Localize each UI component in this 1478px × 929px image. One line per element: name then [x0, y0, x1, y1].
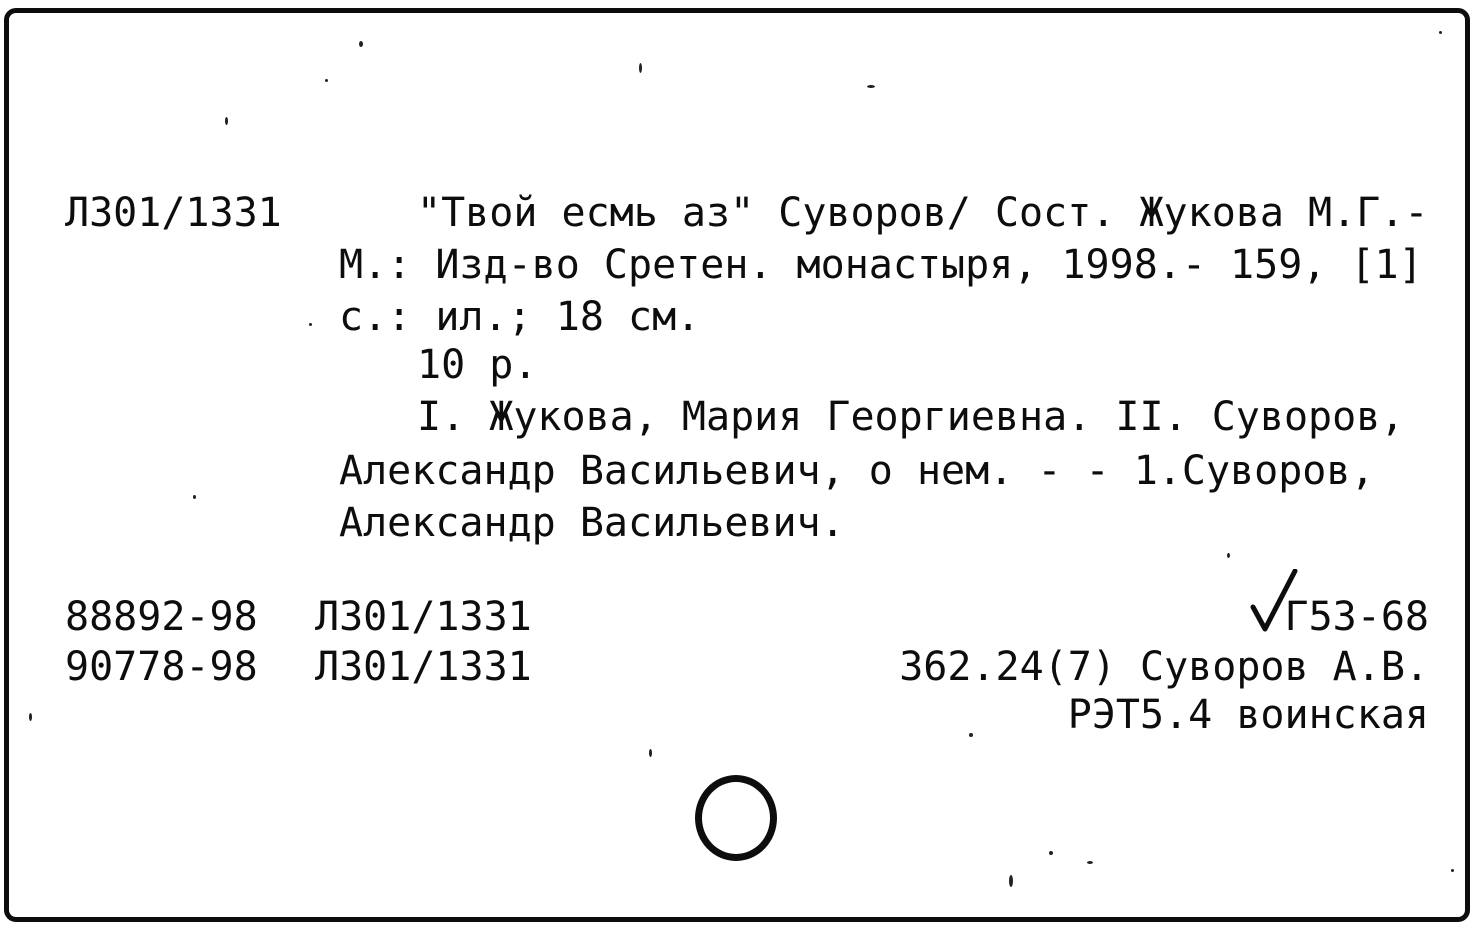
classification-line-2: 362.24(7) Суворов А.В.: [899, 644, 1429, 690]
scan-speck: [225, 117, 228, 125]
scan-speck: [1227, 553, 1230, 558]
scan-speck: [359, 41, 363, 47]
scan-speck: [867, 85, 875, 88]
tracings-line-3: Александр Васильевич.: [339, 500, 845, 546]
accession-call-2: Л301/1331: [315, 644, 532, 690]
description-line-2: М.: Изд-во Сретен. монастыря, 1998.- 159, [1]: [339, 242, 1423, 288]
card-punch-hole: [695, 775, 777, 861]
scan-speck: [1087, 861, 1093, 864]
tracings-line-1: I. Жукова, Мария Георгиевна. II. Суворов,: [417, 394, 1405, 440]
scan-speck: [1451, 869, 1454, 872]
scan-speck: [969, 733, 973, 737]
description-line-3: с.: ил.; 18 см.: [339, 294, 701, 340]
scan-speck: [325, 79, 328, 82]
scan-speck: [29, 713, 32, 721]
classification-line-1: Г53-68: [1284, 594, 1429, 640]
tracings-line-2: Александр Васильевич, о нем. - - 1.Суворов,: [339, 448, 1375, 494]
description-line-1: "Твой есмь аз" Суворов/ Сост. Жукова М.Г.-: [417, 190, 1429, 236]
scan-speck: [1049, 851, 1053, 855]
classification-line-3: РЭТ5.4 воинская: [1067, 692, 1429, 738]
accession-number-2: 90778-98: [65, 644, 258, 690]
scan-speck: [639, 63, 642, 73]
scan-speck: [649, 749, 652, 757]
price: 10 р.: [417, 342, 538, 388]
scan-speck: [1009, 875, 1013, 887]
scan-speck: [193, 495, 196, 499]
call-number: Л301/1331: [65, 190, 282, 236]
accession-call-1: Л301/1331: [315, 594, 532, 640]
catalog-card: [4, 8, 1470, 922]
scan-speck: [309, 323, 312, 326]
scan-speck: [1439, 31, 1442, 34]
accession-number-1: 88892-98: [65, 594, 258, 640]
